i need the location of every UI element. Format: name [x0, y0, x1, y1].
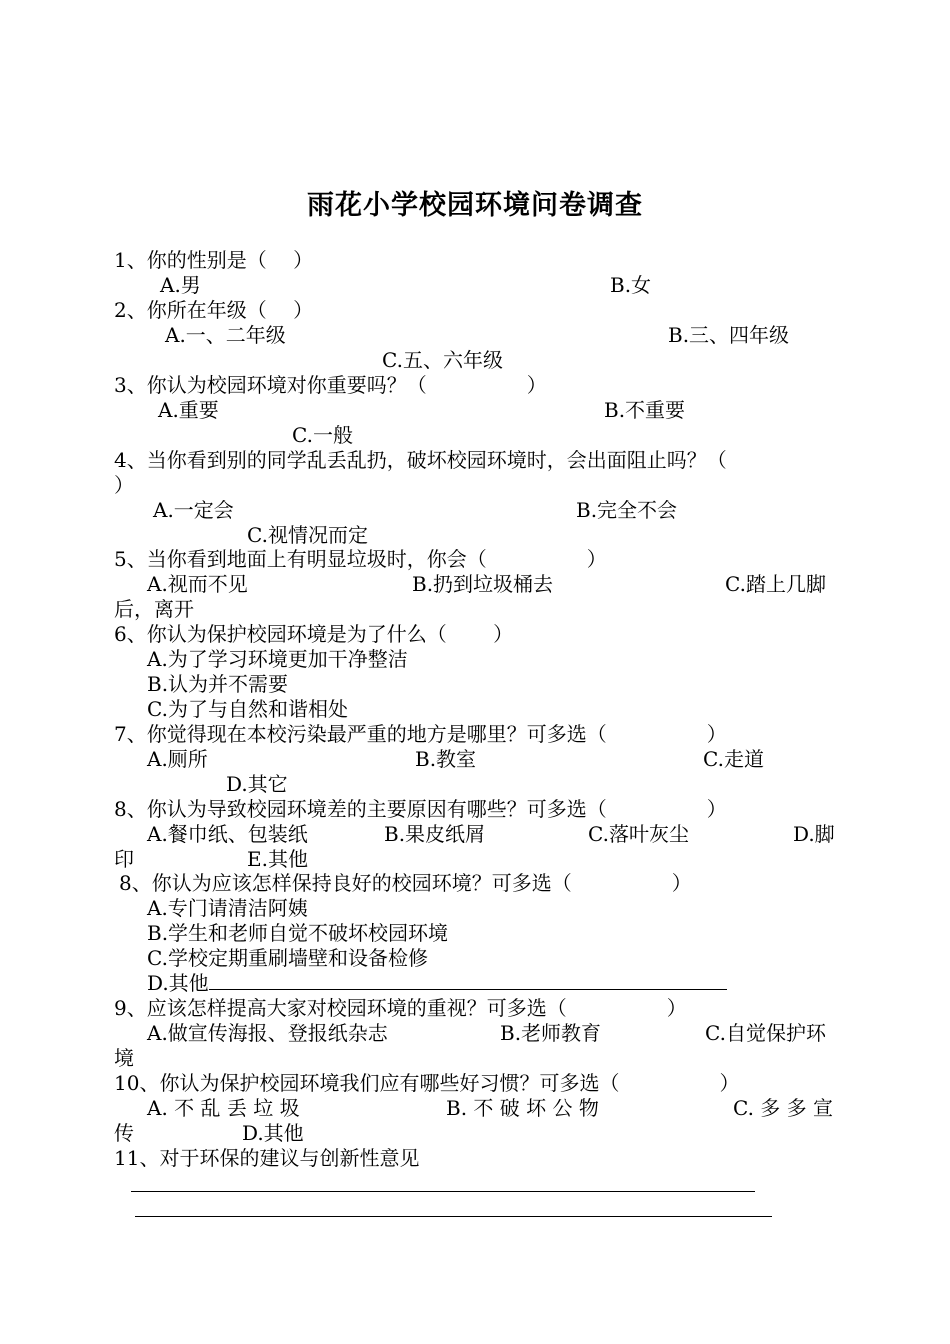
question-8: 8、你认为导致校园环境差的主要原因有哪些？可多选（ ） [114, 797, 727, 821]
question-3: 3、你认为校园环境对你重要吗？（ ） [114, 373, 547, 397]
question-6: 6、你认为保护校园环境是为了什么（ ） [114, 622, 514, 646]
q1-option-b: B.女 [610, 273, 652, 297]
q9-option-a: A.做宣传海报、登报纸杂志 [147, 1021, 388, 1045]
q4-option-a: A.一定会 [153, 498, 234, 522]
q10-option-b: B. 不 破 坏 公 物 [446, 1096, 599, 1120]
question-4-cont: ） [114, 473, 134, 497]
q9-option-c: C.自觉保护环 [705, 1021, 826, 1045]
q3-option-a: A.重要 [158, 398, 219, 422]
q5-option-c: C.踏上几脚 [725, 572, 826, 596]
q6-option-c: C.为了与自然和谐相处 [147, 697, 348, 721]
q8-option-d: D.脚 [793, 822, 835, 846]
q8-option-d-cont: 印 [114, 847, 134, 871]
q10-option-c: C. 多 多 宣 [733, 1096, 834, 1120]
q8-option-a: A.餐巾纸、包装纸 [147, 822, 308, 846]
q6-option-a: A.为了学习环境更加干净整洁 [147, 647, 408, 671]
q5-option-c-cont: 后，离开 [114, 597, 194, 621]
q9-option-b: B.老师教育 [500, 1021, 602, 1045]
q7-option-b: B.教室 [415, 747, 477, 771]
question-8b: 8、你认为应该怎样保持良好的校园环境？可多选（ ） [119, 871, 692, 895]
question-4: 4、当你看到别的同学乱丢乱扔，破坏校园环境时，会出面阻止吗？（ [114, 448, 727, 472]
q7-option-d: D.其它 [226, 772, 288, 796]
q7-option-c: C.走道 [703, 747, 764, 771]
q2-option-a: A.一、二年级 [165, 323, 286, 347]
q8b-option-a: A.专门请清洁阿姨 [147, 896, 308, 920]
q5-option-b: B.扔到垃圾桶去 [412, 572, 554, 596]
question-11: 11、对于环保的建议与创新性意见 [114, 1146, 420, 1170]
q10-option-d: D.其他 [242, 1121, 304, 1145]
q10-option-a: A. 不 乱 丢 垃 圾 [147, 1096, 300, 1120]
q3-option-b: B.不重要 [604, 398, 686, 422]
q8b-option-c: C.学校定期重刷墙壁和设备检修 [147, 946, 428, 970]
q7-option-a: A.厕所 [147, 747, 208, 771]
q3-option-c: C.一般 [292, 423, 353, 447]
question-9: 9、应该怎样提高大家对校园环境的重视？可多选（ ） [114, 996, 687, 1020]
question-1: 1、你的性别是（ ） [114, 248, 314, 272]
answer-line-2[interactable] [135, 1216, 772, 1217]
q8b-option-b: B.学生和老师自觉不破坏校园环境 [147, 921, 449, 945]
q8b-other-blank[interactable] [209, 971, 727, 990]
q2-option-c: C.五、六年级 [382, 348, 503, 372]
answer-line-1[interactable] [131, 1191, 755, 1192]
question-2: 2、你所在年级（ ） [114, 298, 314, 322]
page-title: 雨花小学校园环境问卷调查 [307, 190, 643, 221]
question-10: 10、你认为保护校园环境我们应有哪些好习惯？可多选（ ） [114, 1071, 740, 1095]
q5-option-a: A.视而不见 [147, 572, 248, 596]
q9-option-c-cont: 境 [114, 1046, 134, 1070]
q8b-option-d: D.其他 [147, 971, 727, 996]
q8-option-e: E.其他 [247, 847, 308, 871]
question-7: 7、你觉得现在本校污染最严重的地方是哪里？可多选（ ） [114, 722, 727, 746]
q6-option-b: B.认为并不需要 [147, 672, 289, 696]
q4-option-b: B.完全不会 [576, 498, 678, 522]
q2-option-b: B.三、四年级 [668, 323, 790, 347]
q1-option-a: A.男 [160, 273, 201, 297]
q4-option-c: C.视情况而定 [247, 523, 368, 547]
q10-option-c-cont: 传 [114, 1121, 134, 1145]
q8-option-b: B.果皮纸屑 [384, 822, 486, 846]
question-5: 5、当你看到地面上有明显垃圾时，你会（ ） [114, 547, 607, 571]
q8-option-c: C.落叶灰尘 [588, 822, 689, 846]
